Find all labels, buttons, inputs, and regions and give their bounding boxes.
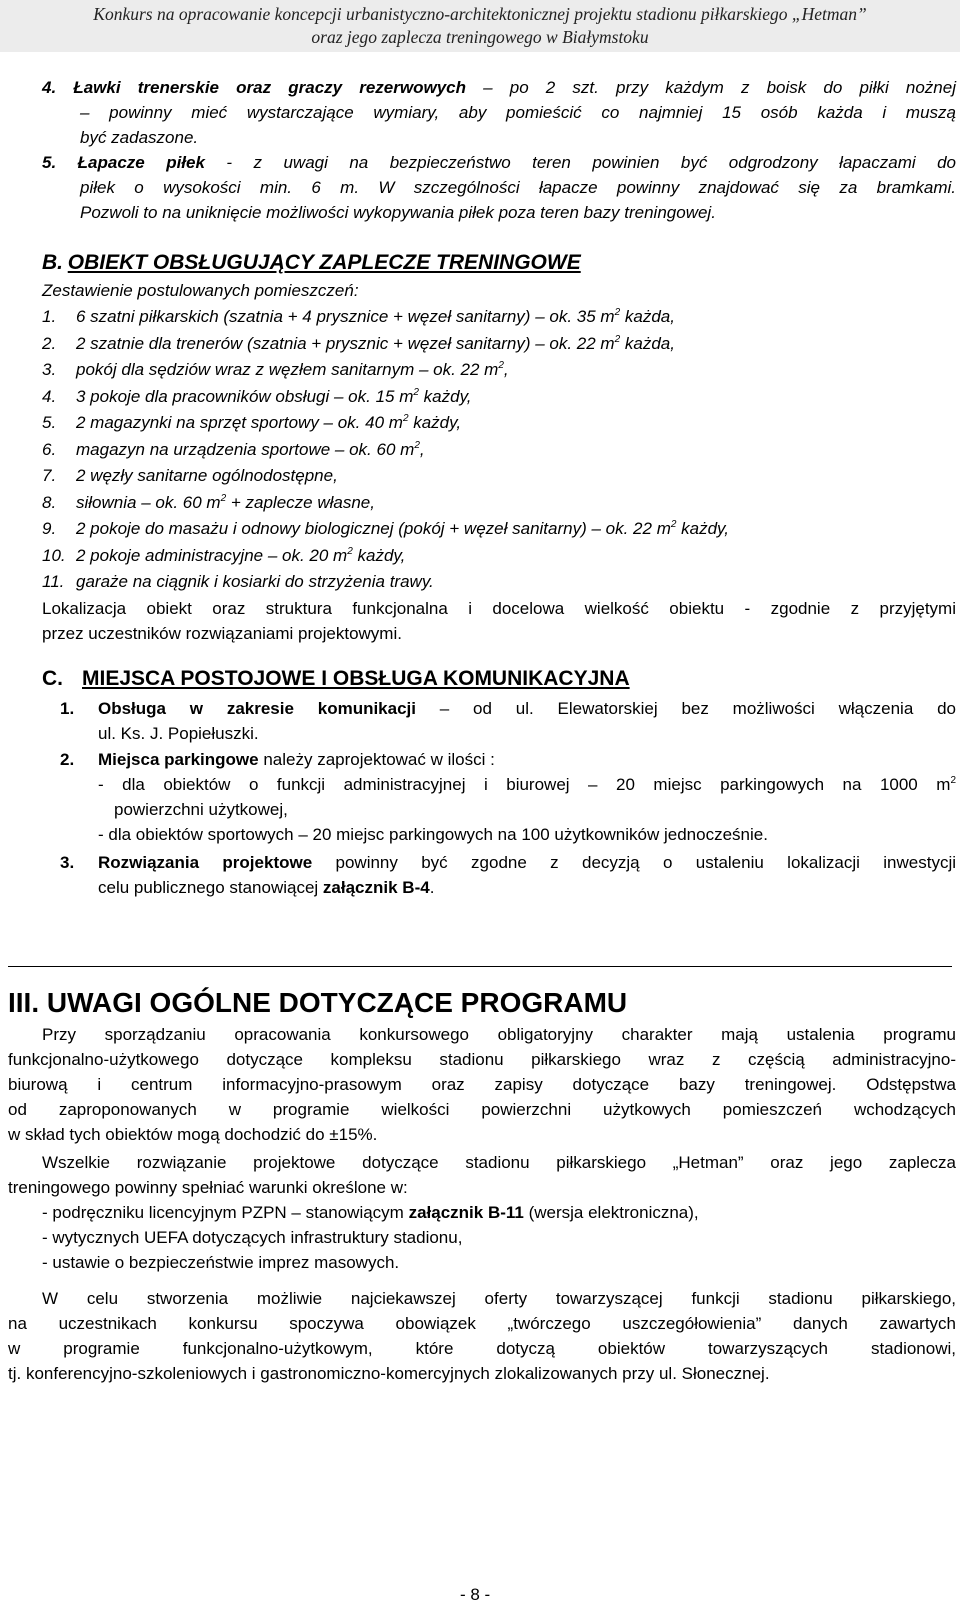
room-item (42, 490, 375, 515)
room-item (42, 357, 509, 382)
room-item-unit-exponent: 2 (413, 386, 419, 398)
room-item-unit-exponent: 2 (220, 492, 227, 504)
item-4-line-2: – powinny mieć wystarczające wymiary, aby pomieścić co najmniej 15 osób każda i muszą (80, 103, 956, 122)
room-item-tail: każda, (620, 307, 675, 326)
c3-line-2: celu publicznego stanowiącej załącznik B-4. (98, 878, 435, 897)
para1-line: od zaproponowanych w programie wielkości powierzchni użytkowych pomieszczeń wchodzących (8, 1100, 956, 1119)
c3-title: Rozwiązania projektowe (98, 853, 313, 872)
c1-line-2: ul. Ks. J. Popiełuszki. (98, 724, 259, 743)
room-item-number: 5. (42, 413, 57, 432)
room-item-number: 3. (42, 360, 57, 379)
room-item-number: 4. (42, 386, 57, 406)
room-item-text: 3 pokoje dla pracowników obsługi – ok. 15 m (76, 386, 414, 406)
c1-title: Obsługa w zakresie komunikacji (98, 699, 416, 718)
room-item-number: 9. (42, 519, 57, 538)
room-item (42, 463, 338, 488)
section-b-intro: Zestawienie postulowanych pomieszczeń: (42, 281, 359, 300)
room-item-unit-exponent: 2 (498, 360, 504, 371)
room-item-text: 2 węzły sanitarne ogólnodostępne, (76, 466, 338, 485)
room-item-unit-exponent: 2 (402, 413, 409, 424)
room-item-text: pokój dla sędziów wraz z węzłem sanitarnym – ok. 22 m (76, 360, 499, 379)
room-item-tail: każdy, (352, 545, 406, 565)
item-5-title: Łapacze piłek (77, 153, 205, 172)
section-c-item-3 (60, 850, 956, 900)
item-4-number: 4. (42, 78, 57, 97)
room-item-text: 2 magazynki na sprzęt sportowy – ok. 40 m (76, 413, 403, 432)
section-b-heading (42, 250, 581, 276)
room-item (42, 384, 472, 409)
section-c-heading (42, 666, 630, 692)
room-item (42, 569, 434, 594)
room-item-tail: każdy, (418, 386, 472, 406)
item-5-line-1: - z uwagi na bezpieczeństwo teren powinien być odgrodzony łapaczami do (204, 153, 956, 172)
para3-line: w programie funkcjonalno-użytkowym, które dotyczą obiektów towarzyszących stadionowi, (8, 1339, 956, 1358)
section-c-item-2 (60, 747, 956, 847)
c3-line-1: powinny być zgodne z decyzją o ustaleniu lokalizacji inwestycji (312, 853, 956, 872)
room-item (42, 304, 675, 329)
para3-line: na uczestnikach konkursu spoczywa obowiązek „twórczego uszczegółowienia” danych zawartych (8, 1314, 956, 1333)
section-iii-title: III. UWAGI OGÓLNE DOTYCZĄCE PROGRAMU (8, 987, 628, 1018)
item-5-line-2: piłek o wysokości min. 6 m. W szczególności łapacze powinny znajdować się za bramkami. (80, 178, 956, 197)
room-item (42, 516, 729, 541)
section-iii-paragraph-2 (8, 1150, 956, 1275)
room-item-unit-exponent: 2 (614, 333, 621, 345)
c2-number: 2. (60, 750, 75, 769)
para3-line: tj. konferencyjno-szkoleniowych i gastronomiczno-komercyjnych zlokalizowanych przy ul. Słonecznej. (8, 1364, 770, 1383)
room-item (42, 543, 405, 568)
c3-number: 3. (60, 853, 75, 872)
room-item-text: siłownia – ok. 60 m (76, 492, 221, 512)
section-b-letter: B. (42, 251, 63, 274)
item-4 (42, 75, 956, 150)
room-item-tail: każda, (620, 333, 675, 353)
room-item-number: 11. (42, 572, 65, 591)
item-4-line-3: być zadaszone. (80, 128, 199, 147)
room-item-text: 2 pokoje administracyjne – ok. 20 m (76, 545, 348, 565)
room-item-text: 2 pokoje do masażu i odnowy biologicznej (pokój + węzeł sanitarny) – ok. 22 m (76, 519, 671, 538)
section-b-closing (42, 596, 956, 646)
item-4-line-1: – po 2 szt. przy każdym z boisk do piłki nożnej (466, 78, 956, 97)
header-line-2: oraz jego zaplecza treningowego w Białymstoku (311, 27, 649, 47)
c2-title: Miejsca parkingowe (98, 750, 259, 769)
room-item-number: 8. (42, 492, 57, 512)
para2-line-2: treningowego powinny spełniać warunki określone w: (8, 1178, 408, 1197)
bullet-uefa: - wytycznych UEFA dotyczących infrastruktury stadionu, (42, 1228, 463, 1247)
room-item-text: 2 szatnie dla trenerów (szatnia + prysznic + węzeł sanitarny) – ok. 22 m (76, 333, 615, 353)
room-item-tail: każdy, (408, 413, 462, 432)
section-b-title: OBIEKT OBSŁUGUJĄCY ZAPLECZE TRENINGOWE (67, 251, 581, 274)
header-line-1: Konkurs na opracowanie koncepcji urbanistyczno-architektonicznej projektu stadionu piłkarskiego „Hetman” (93, 4, 867, 24)
bullet-pzpn: - podręczniku licencyjnym PZPN – stanowiącym załącznik B-11 (wersja elektroniczna), (42, 1203, 699, 1222)
room-item-text: magazyn na urządzenia sportowe – ok. 60 m (76, 439, 415, 459)
section-b-closing-line-2: przez uczestników rozwiązaniami projektowymi. (42, 624, 402, 643)
c2-item-b: - dla obiektów sportowych – 20 miejsc parkingowych na 100 użytkowników jednocześnie. (98, 825, 768, 844)
room-item (42, 331, 675, 356)
c2-item-a: - dla obiektów o funkcji administracyjnej i biurowej – 20 miejsc parkingowych na 1000 $m^2$ (98, 775, 956, 794)
para1-line: biurową i centrum informacyjno-prasowym oraz zapisy dotyczące bazy treningowej. Odstępstwa (8, 1075, 956, 1094)
room-item-number: 10. (42, 545, 66, 565)
c1-number: 1. (60, 699, 75, 718)
page-number: - 8 - (460, 1585, 491, 1604)
para1-line: w skład tych obiektów mogą dochodzić do ±15%. (8, 1125, 378, 1144)
section-iii-paragraph-1 (8, 1022, 956, 1147)
room-item-unit-exponent: 2 (347, 545, 353, 557)
para3-line: W celu stworzenia możliwie najciekawszej oferty towarzyszącej funkcji stadionu piłkarskiego, (42, 1289, 956, 1308)
section-c-item-1 (60, 696, 956, 746)
room-item-text: 6 szatni piłkarskich (szatnia + 4 prysznice + węzeł sanitarny) – ok. 35 m (76, 307, 615, 326)
item-4-title: Ławki trenerskie oraz graczy rezerwowych (73, 78, 467, 97)
room-item (42, 437, 425, 462)
room-item-unit-exponent: 2 (614, 307, 621, 318)
document-header (0, 0, 960, 52)
item-5-line-3: Pozwoli to na uniknięcie możliwości wykopywania piłek poza teren bazy treningowej. (80, 203, 716, 222)
room-item (42, 410, 461, 435)
para1-line: Przy sporządzaniu opracowania konkursowego obligatoryjny charakter mają ustalenia programu (42, 1025, 956, 1044)
item-5-number: 5. (42, 153, 57, 172)
room-item-tail: + zaplecze własne, (226, 492, 375, 512)
section-divider (8, 966, 952, 967)
room-item-text: garaże na ciągnik i kosiarki do strzyżenia trawy. (76, 572, 434, 591)
bullet-safety: - ustawie o bezpieczeństwie imprez masowych. (42, 1253, 400, 1272)
room-item-number: 2. (42, 333, 57, 353)
c2-item-a-cont: powierzchni użytkowej, (114, 800, 288, 819)
para2-line-1: Wszelkie rozwiązanie projektowe dotyczące stadionu piłkarskiego „Hetman” oraz jego zaplecza (42, 1153, 956, 1172)
section-iii-paragraph-3 (8, 1286, 956, 1386)
room-item-number: 7. (42, 466, 57, 485)
room-item-number: 1. (42, 307, 57, 326)
room-item-tail: każdy, (676, 519, 730, 538)
section-c-title: MIEJSCA POSTOJOWE I OBSŁUGA KOMUNIKACYJNA (82, 667, 630, 690)
c2-line-1: należy zaprojektować w ilości : (258, 750, 495, 769)
room-item-unit-exponent: 2 (414, 439, 420, 451)
para1-line: funkcjonalno-użytkowego dotyczące kompleksu stadionu piłkarskiego wraz z częścią administracyjno- (8, 1050, 956, 1069)
room-item-tail: , (419, 439, 425, 459)
section-c-letter: C. (42, 667, 63, 690)
item-5 (42, 150, 956, 225)
room-item-tail: , (503, 360, 509, 379)
room-item-number: 6. (42, 439, 57, 459)
room-item-unit-exponent: 2 (670, 519, 677, 530)
section-b-closing-line-1: Lokalizacja obiekt oraz struktura funkcjonalna i docelowa wielkość obiektu - zgodnie z przyjętymi (42, 599, 956, 618)
c1-line-1: – od ul. Elewatorskiej bez możliwości włączenia do (416, 699, 956, 718)
